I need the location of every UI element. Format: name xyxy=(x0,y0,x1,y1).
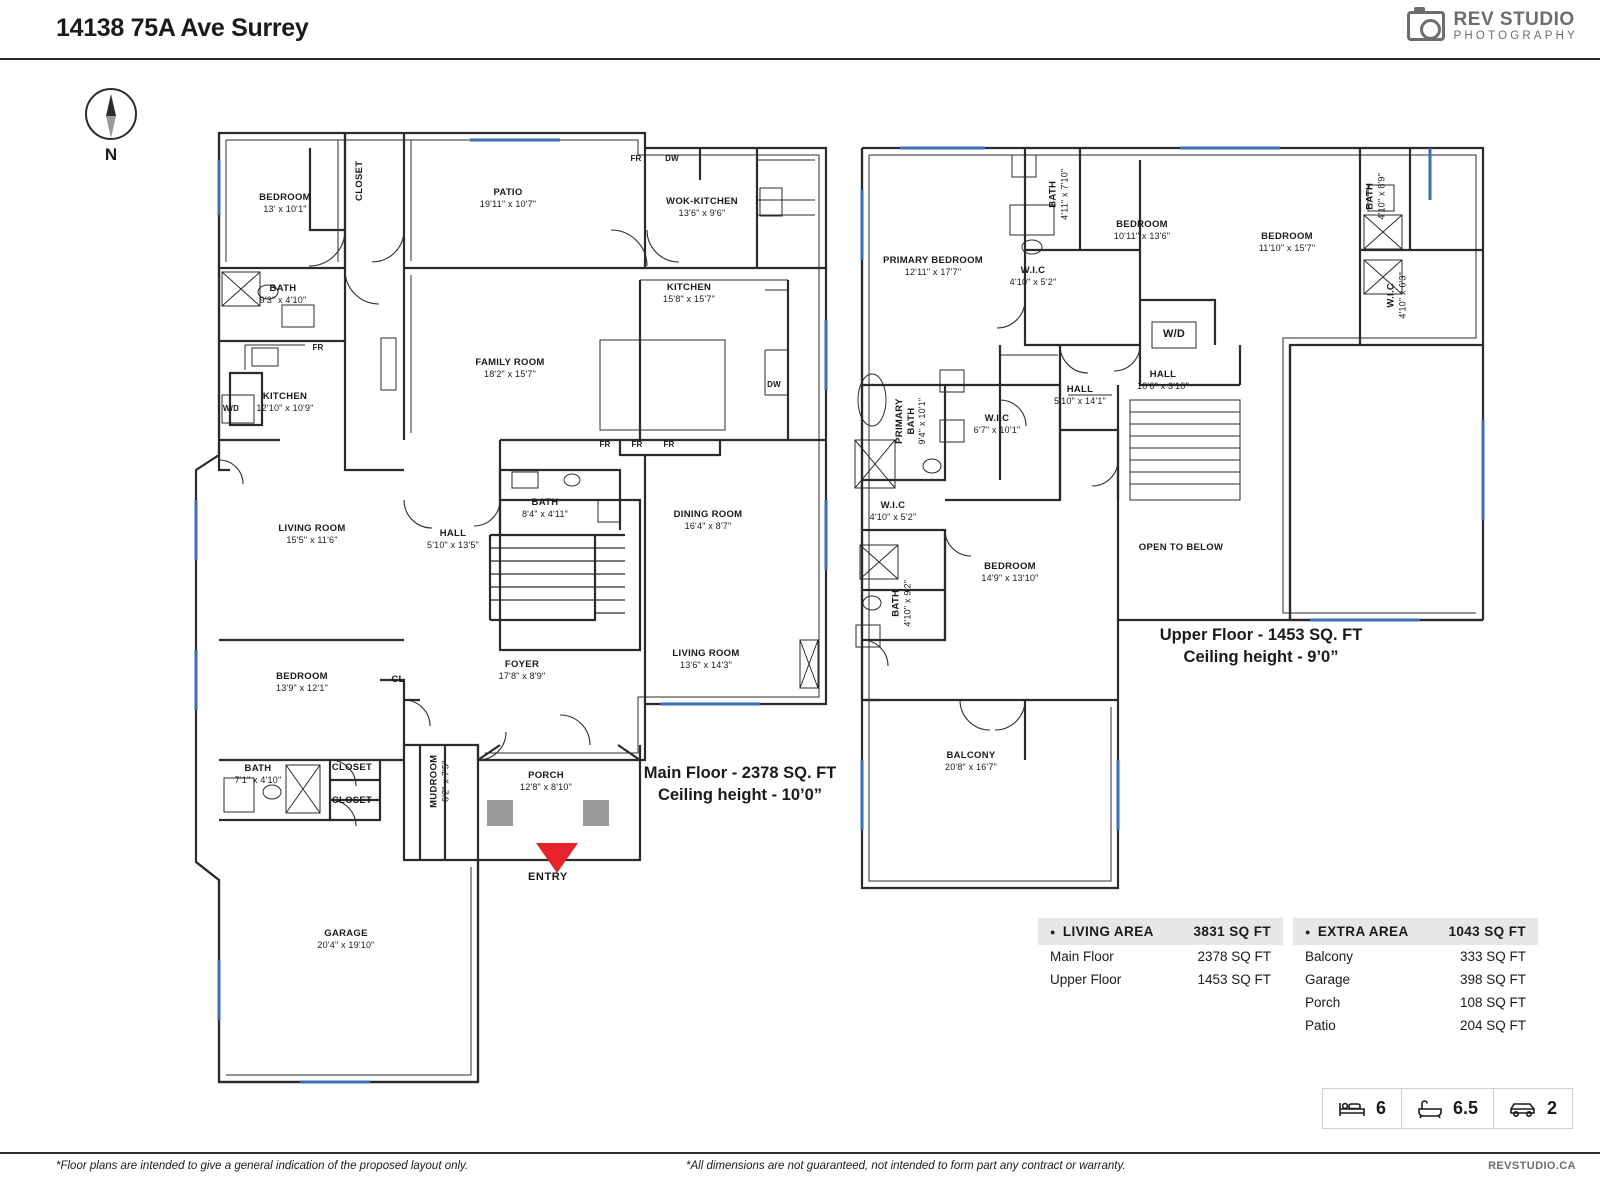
compass-north-label: N xyxy=(104,145,118,164)
fridge-icon-kitchen2: FR xyxy=(312,343,324,352)
dishwasher-icon-wok: DW xyxy=(665,154,679,163)
extra-area-label: ● EXTRA AREA xyxy=(1305,924,1409,939)
table-row xyxy=(1293,1014,1538,1037)
room-label-open-to-below: OPEN TO BELOW xyxy=(1138,542,1224,553)
washer-dryer-icon-main: W/D xyxy=(222,404,240,413)
living-area-total: 3831 SQ FT xyxy=(1193,924,1271,939)
room-label-bedroom-upper-1: BEDROOM 10'11" x 13'6" xyxy=(1113,219,1171,241)
row-label: Upper Floor xyxy=(1050,972,1122,987)
room-label-living-room-secondary: LIVING ROOM 13'6" x 14'3" xyxy=(672,648,740,670)
bath-count: 6.5 xyxy=(1453,1098,1479,1118)
room-label-hall-upper-1: HALL 10'6" x 3'10" xyxy=(1137,369,1189,391)
room-label-wic-4: W.I.C 4'10" x 5'2" xyxy=(869,500,917,522)
room-label-mudroom: MUDROOM 6'2" x 7'5" xyxy=(428,754,451,808)
room-label-bath-upper-3: BATH 4'10" x 9'2" xyxy=(890,579,913,627)
table-row xyxy=(1038,968,1283,991)
room-label-living-room-main: LIVING ROOM 15'5" x 11'6" xyxy=(278,523,346,545)
extra-area-table xyxy=(1293,918,1538,1037)
row-value: 2378 SQ FT xyxy=(1197,949,1271,964)
room-label-bedroom-main-2: BEDROOM 13'9" x 12'1" xyxy=(276,671,328,693)
room-label-wok-kitchen: WOK-KITCHEN 13'6" x 9'6" xyxy=(666,196,738,218)
fridge-icon-wok: FR xyxy=(630,154,642,163)
fridge-icon-2: FR xyxy=(631,440,643,449)
row-label: Balcony xyxy=(1305,949,1354,964)
logo-line-1: REV STUDIO xyxy=(1453,9,1575,30)
washer-dryer-icon-upper: W/D xyxy=(1163,328,1185,340)
room-label-bath-upper-2: BATH 4'10" x 8'9" xyxy=(1364,172,1387,220)
room-label-bath-main-3: BATH 7'1" x 4'10" xyxy=(234,763,282,785)
footer-disclaimer-left: *Floor plans are intended to give a general indication of the proposed layout only. xyxy=(56,1160,469,1172)
table-row xyxy=(1038,945,1283,968)
living-area-label: ● LIVING AREA xyxy=(1050,924,1154,939)
upper-floor-caption: Upper Floor - 1453 SQ. FT Ceiling height - 9’0” xyxy=(1159,626,1363,667)
row-label: Main Floor xyxy=(1050,949,1114,964)
room-label-bath-main-1: BATH 9'3" x 4'10" xyxy=(259,283,307,305)
room-label-dining-room: DINING ROOM 16'4" x 8'7" xyxy=(673,509,743,531)
room-label-garage: GARAGE 20'4" x 19'10" xyxy=(317,928,375,950)
bed-count: 6 xyxy=(1376,1098,1387,1118)
footer-disclaimer-center: *All dimensions are not guaranteed, not intended to form part any contract or warranty. xyxy=(686,1160,1126,1172)
page-title: 14138 75A Ave Surrey xyxy=(56,14,309,42)
room-label-closet-main-2: CLOSET xyxy=(331,762,373,773)
living-area-table xyxy=(1038,918,1283,991)
room-label-wic-3: W.I.C 6'7" x 10'1" xyxy=(973,413,1021,435)
entry-arrow-icon xyxy=(536,843,578,873)
bed-count-cell xyxy=(1323,1089,1402,1128)
room-label-bedroom-upper-3: BEDROOM 14'9" x 13'10" xyxy=(981,561,1039,583)
room-label-porch: PORCH 12'8" x 8'10" xyxy=(520,770,572,792)
entry-label: ENTRY xyxy=(528,871,568,883)
room-label-kitchen-main: KITCHEN 15'8" x 15'7" xyxy=(663,282,715,304)
garage-count-cell xyxy=(1494,1089,1572,1128)
main-floor-caption: Main Floor - 2378 SQ. FT Ceiling height - 10’0” xyxy=(643,764,837,805)
footer-divider xyxy=(0,1152,1600,1154)
row-label: Patio xyxy=(1305,1018,1336,1033)
room-label-wic-2: W.I.C 4'10" x 6'3" xyxy=(1385,271,1408,319)
dishwasher-icon-kitchen: DW xyxy=(767,380,781,389)
row-value: 333 SQ FT xyxy=(1459,949,1526,964)
living-area-header xyxy=(1038,918,1283,945)
logo-line-2: PHOTOGRAPHY xyxy=(1453,29,1578,42)
room-label-bath-upper-1: BATH 4'11" x 7'10" xyxy=(1047,168,1070,220)
fridge-icon-1: FR xyxy=(599,440,611,449)
room-label-bedroom-upper-2: BEDROOM 11'10" x 15'7" xyxy=(1258,231,1316,253)
car-icon xyxy=(1509,1100,1537,1118)
room-label-balcony: BALCONY 20'8" x 16'7" xyxy=(945,750,997,772)
room-label-wic-1: W.I.C 4'10" x 5'2" xyxy=(1009,265,1057,287)
room-label-bath-main-2: BATH 8'4" x 4'11" xyxy=(521,497,569,519)
room-label-hall-main: HALL 5'10" x 13'5" xyxy=(427,528,479,550)
row-value: 398 SQ FT xyxy=(1459,972,1526,987)
table-row xyxy=(1293,968,1538,991)
room-label-primary-bath: PRIMARY BATH 9'4" x 10'1" xyxy=(893,397,928,445)
room-label-patio: PATIO 19'11" x 10'7" xyxy=(479,187,537,209)
room-label-bedroom-main: BEDROOM 13' x 10'1" xyxy=(259,192,311,214)
row-label: Porch xyxy=(1305,995,1341,1010)
fridge-icon-3: FR xyxy=(663,440,675,449)
bath-icon xyxy=(1417,1099,1443,1119)
footer-website: REVSTUDIO.CA xyxy=(1488,1160,1576,1172)
property-stats-bar xyxy=(1322,1088,1573,1129)
row-value: 204 SQ FT xyxy=(1459,1018,1526,1033)
row-label: Garage xyxy=(1305,972,1351,987)
row-value: 1453 SQ FT xyxy=(1197,972,1271,987)
room-label-family-room: FAMILY ROOM 18'2" x 15'7" xyxy=(475,357,545,379)
extra-area-total: 1043 SQ FT xyxy=(1448,924,1526,939)
room-label-kitchen-secondary: KITCHEN 12'10" x 10'9" xyxy=(256,391,314,413)
extra-area-header xyxy=(1293,918,1538,945)
table-row xyxy=(1293,991,1538,1014)
room-label-closet-main-3: CLOSET xyxy=(331,795,373,806)
table-row xyxy=(1293,945,1538,968)
row-value: 108 SQ FT xyxy=(1459,995,1526,1010)
bath-count-cell xyxy=(1402,1089,1494,1128)
room-label-cl: CL xyxy=(391,674,405,685)
room-label-primary-bedroom: PRIMARY BEDROOM 12'11" x 17'7" xyxy=(882,255,984,277)
room-label-foyer: FOYER 17'8" x 8'9" xyxy=(498,659,546,681)
bed-icon xyxy=(1338,1100,1366,1118)
room-label-closet-main-1: CLOSET xyxy=(354,160,366,201)
room-label-hall-upper-2: HALL 5'10" x 14'1" xyxy=(1054,384,1106,406)
garage-count: 2 xyxy=(1547,1098,1558,1118)
